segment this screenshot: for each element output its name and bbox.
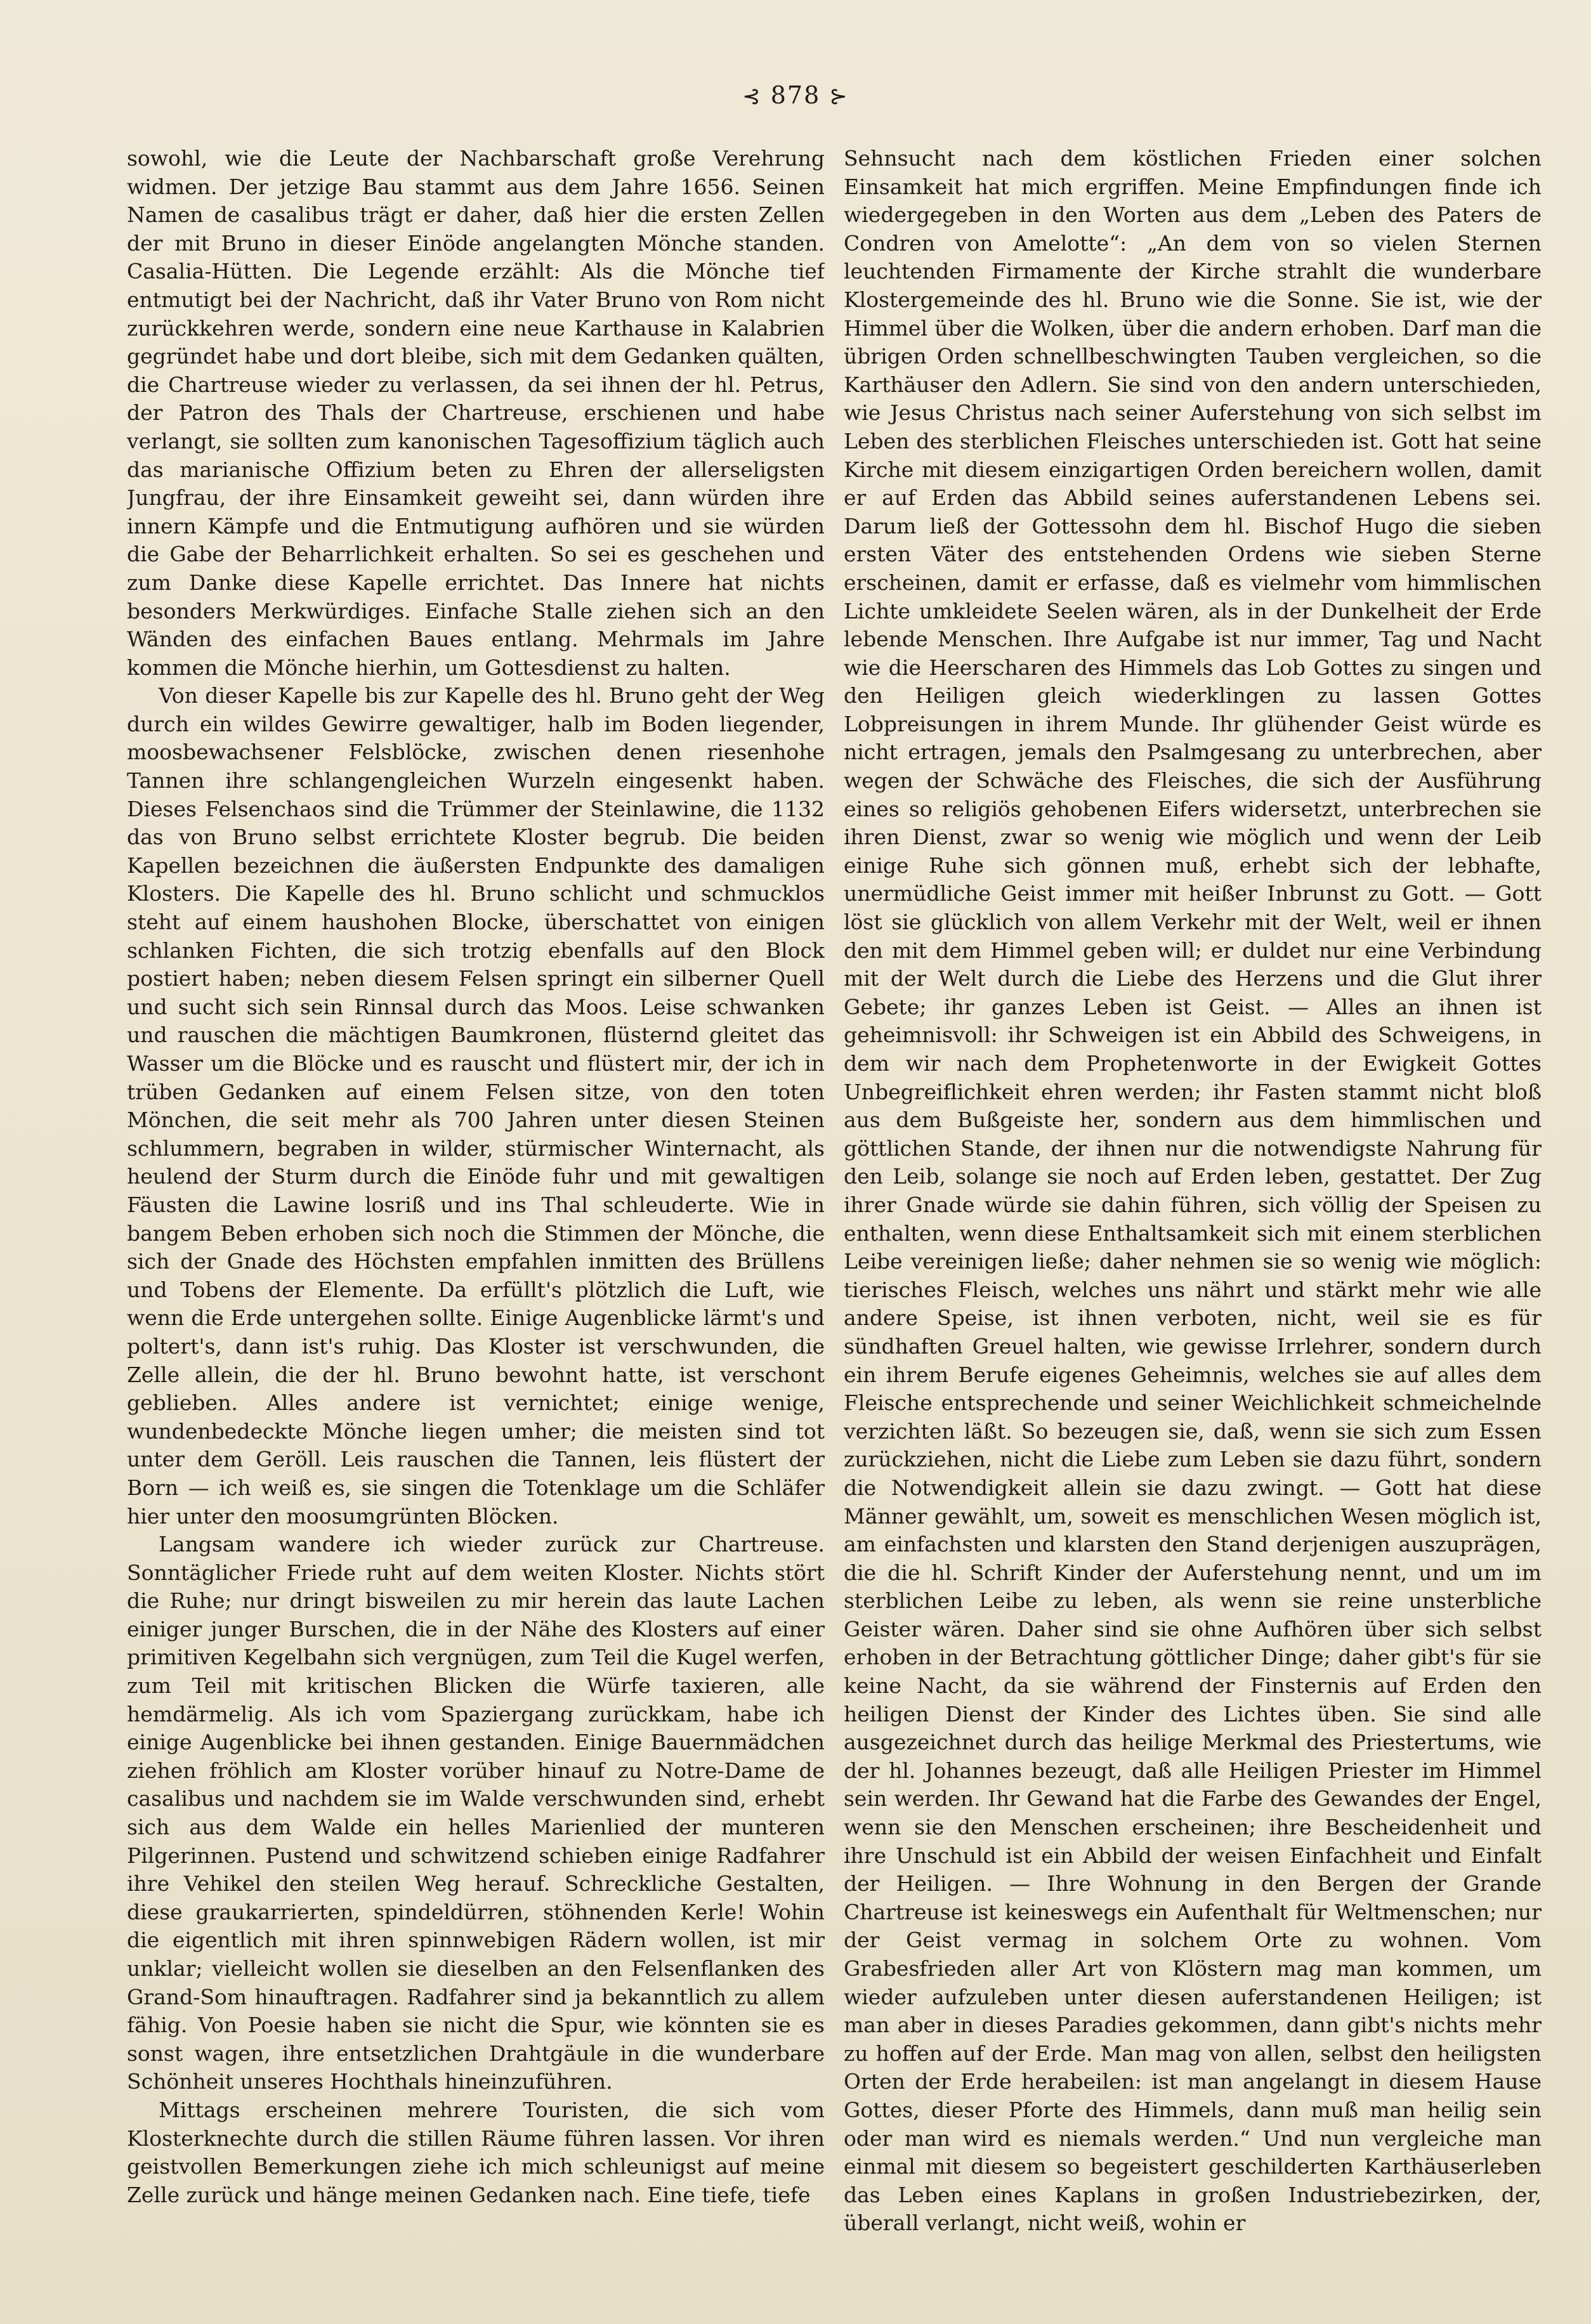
paragraph: Mittags erscheinen mehrere Touristen, die sich vom Klosterknechte durch die stillen Räume führen lassen. Vor ihren geistvollen Bemerkungen ziehe ich mich schleunigst auf meine Zelle zurück und hänge meinen Gedanken nach. Eine tiefe, tiefe bbox=[127, 2097, 825, 2207]
page-header bbox=[0, 81, 1591, 109]
paragraph: Langsam wandere ich wieder zurück zur Chartreuse. Sonntäglicher Friede ruht auf dem weiten Kloster. Nichts stört die Ruhe; nur dringt bisweilen zu mir herein das laute Lachen einiger junger Burschen, die in der Nähe des Klosters auf einer primitiven Kegelbahn sich vergnügen, zum Teil die Kugel werfen, zum Teil mit kritischen Blicken die Würfe taxieren, alle hemdärmelig. Als ich vom Spaziergang zurückkam, habe ich einige Augenblicke bei ihnen gestanden. Einige Bauernmädchen ziehen fröhlich am Kloster vorüber hinauf zu Notre-Dame de casalibus und nachdem sie im Walde verschwunden sind, erhebt sich aus dem Walde ein helles Marienlied der munteren Pilgerinnen. Pustend und schwitzend schieben einige Radfahrer ihre Vehikel den steilen Weg herauf. Schreckliche Gestalten, diese graukarrierten, spindeldürren, stöhnenden Kerle! Wohin die eigentlich mit ihren spinnwebigen Rädern wollen, ist mir unklar; vielleicht wollen sie dieselben an den Felsenflanken des Grand-Som hinauftragen. Radfahrer sind ja bekanntlich zu allem fähig. Von Poesie haben sie nicht die Spur, wie könnten sie es sonst wagen, ihre entsetzlichen Drahtgäule in die wunderbare Schönheit unseres Hochthals hineinzuführen. bbox=[127, 1532, 825, 2094]
page-number: 878 bbox=[770, 81, 821, 109]
ornament-right-icon: ⊱ bbox=[829, 84, 849, 109]
right-column bbox=[844, 145, 1542, 2263]
paragraph: Sehnsucht nach dem köstlichen Frieden einer solchen Einsamkeit hat mich ergriffen. Meine Empfindungen finde ich wiedergegeben in den Worten aus dem „Leben des Paters de Condren von Amelotte“: „An dem von so vielen Sternen leuchtenden Firmamente der Kirche strahlt die wunderbare Klostergemeinde des hl. Bruno wie die Sonne. Sie ist, wie der Himmel über die Wolken, über die andern erhoben. Darf man die übrigen Orden schnellbeschwingten Tauben vergleichen, so die Karthäuser den Adlern. Sie sind von den andern unterschieden, wie Jesus Christus nach seiner Auferstehung von sich selbst im Leben des sterblichen Fleisches unterschieden ist. Gott hat seine Kirche mit diesem einzigartigen Orden bereichern wollen, damit er auf Erden das Abbild seines auferstandenen Lebens sei. Darum ließ der Gottessohn dem hl. Bischof Hugo die sieben ersten Väter des entstehenden Ordens wie sieben Sterne erscheinen, damit er erfasse, daß es vielmehr vom himmlischen Lichte umkleidete Seelen wären, als in der Dunkelheit der Erde lebende Menschen. Ihre Aufgabe ist nur immer, Tag und Nacht wie die Heerscharen des Himmels das Lob Gottes zu singen und den Heiligen gleich wiederklingen zu lassen Gottes Lobpreisungen in ihrem Munde. Ihr glühender Geist würde es nicht ertragen, jemals den Psalmgesang zu unterbrechen, aber wegen der Schwäche des Fleisches, die sich der Ausführung eines so religiös gehobenen Eifers widersetzt, unterbrechen sie ihren Dienst, zwar so wenig wie möglich und wenn der Leib einige Ruhe sich gönnen muß, erhebt sich der lebhafte, unermüdliche Geist immer mit heißer Inbrunst zu Gott. — Gott löst sie glücklich von allem Verkehr mit der Welt, weil er ihnen den mit dem Himmel geben will; er duldet nur eine Verbindung mit der Welt durch die Liebe des Herzens und die Glut ihrer Gebete; ihr ganzes Leben ist Geist. — Alles an ihnen ist geheimnisvoll: ihr Schweigen ist ein Abbild des Schweigens, in dem wir nach dem Prophetenworte in der Ewigkeit Gottes Unbegreiflichkeit ehren werden; ihr Fasten stammt nicht bloß aus dem Bußgeiste her, sondern aus dem himmlischen und göttlichen Stande, der ihnen nur die notwendigste Nahrung für den Leib, solange sie noch auf Erden leben, gestattet. Der Zug ihrer Gnade würde sie dahin führen, sich völlig der Speisen zu enthalten, wenn diese Enthaltsamkeit sich mit einem sterblichen Leibe vereinigen ließe; daher nehmen sie so wenig wie möglich: tierisches Fleisch, welches uns nährt und stärkt mehr wie alle andere Speise, ist ihnen verboten, nicht, weil sie es für sündhaften Greuel halten, wie gewisse Irrlehrer, sondern durch ein ihrem Berufe eigenes Geheimnis, welches sie auf alles dem Fleische entsprechende und seiner Weichlichkeit schmeichelnde verzichten läßt. So bezeugen sie, daß, wenn sie sich zum Essen zurückziehen, nicht die Liebe zum Leben sie dazu führt, sondern die Notwendigkeit allein sie dazu zwingt. — Gott hat diese Männer gewählt, um, soweit es menschlichen Wesen möglich ist, am einfachsten und klarsten den Stand derjenigen auszuprägen, die die hl. Schrift Kinder der Auferstehung nennt, und um im sterblichen Leibe zu leben, als wenn sie reine unsterbliche Geister wären. Daher sind sie ohne Aufhören über sich selbst erhoben in der Betrachtung göttlicher Dinge; daher gibt's für sie keine Nacht, da sie während der Finsternis auf Erden den heiligen Dienst der Kinder des Lichtes üben. Sie sind alle ausgezeichnet durch das heilige Merkmal des Priestertums, wie der hl. Johannes bezeugt, daß alle Heiligen Priester im Himmel sein werden. Ihr Gewand hat die Farbe des Gewandes der Engel, wenn sie den Menschen erscheinen; ihre Bescheidenheit und ihre Unschuld ist ein Abbild der weisen Einfachheit und Einfalt der Heiligen. — Ihre Wohnung in den Bergen der Grande Chartreuse ist keineswegs ein Aufenthalt für Weltmenschen; nur der Geist vermag in solchem Orte zu wohnen. Vom Grabesfrieden aller Art von Klöstern mag man kommen, um wieder aufzuleben unter diesen auferstandenen Heiligen; ist man aber in dieses Paradies gekommen, dann gibt's nichts mehr zu hoffen auf der Erde. Man mag von allen, selbst den heiligsten Orten der Erde herabeilen: ist man angelangt in diesem Hause Gottes, dieser Pforte des Himmels, dann muß man heilig sein oder man wird es niemals werden.“ Und nun vergleiche man einmal mit diesem so begeistert geschilderten Karthäuserleben das Leben eines Kaplans in großen Industriebezirken, der, überall verlangt, nicht weiß, wohin er bbox=[844, 146, 1542, 2236]
left-column bbox=[127, 145, 825, 2263]
ornament-left-icon: ⊰ bbox=[742, 84, 762, 109]
paragraph: Von dieser Kapelle bis zur Kapelle des hl. Bruno geht der Weg durch ein wildes Gewirre gewaltiger, halb im Boden liegender, moosbewachsener Felsblöcke, zwischen denen riesenhohe Tannen ihre schlangengleichen Wurzeln eingesenkt haben. Dieses Felsenchaos sind die Trümmer der Steinlawine, die 1132 das von Bruno selbst errichtete Kloster begrub. Die beiden Kapellen bezeichnen die äußersten Endpunkte des damaligen Klosters. Die Kapelle des hl. Bruno schlicht und schmucklos steht auf einem haushohen Blocke, überschattet von einigen schlanken Fichten, die sich trotzig ebenfalls auf den Block postiert haben; neben diesem Felsen springt ein silberner Quell und sucht sich sein Rinnsal durch das Moos. Leise schwanken und rauschen die mächtigen Baumkronen, flüsternd gleitet das Wasser um die Blöcke und es rauscht und flüstert mir, der ich in trüben Gedanken auf einem Felsen sitze, von den toten Mönchen, die seit mehr als 700 Jahren unter diesen Steinen schlummern, begraben in wilder, stürmischer Winternacht, als heulend der Sturm durch die Einöde fuhr und mit gewaltigen Fäusten die Lawine losriß und ins Thal schleuderte. Wie in bangem Beben erhoben sich noch die Stimmen der Mönche, die sich der Gnade des Höchsten empfahlen inmitten des Brüllens und Tobens der Elemente. Da erfüllt's plötzlich die Luft, wie wenn die Erde untergehen sollte. Einige Augenblicke lärmt's und poltert's, dann ist's ruhig. Das Kloster ist verschwunden, die Zelle allein, die der hl. Bruno bewohnt hatte, ist verschont geblieben. Alles andere ist vernichtet; einige wenige, wundenbedeckte Mönche liegen umher; die meisten sind tot unter dem Geröll. Leis rauschen die Tannen, leis flüstert der Born — ich weiß es, sie singen die Totenklage um die Schläfer hier unter den moosumgrünten Blöcken. bbox=[127, 683, 825, 1529]
paragraph: sowohl, wie die Leute der Nachbarschaft große Verehrung widmen. Der jetzige Bau stammt aus dem Jahre 1656. Seinen Namen de casalibus trägt er daher, daß hier die ersten Zellen der mit Bruno in dieser Einöde angelangten Mönche standen. Casalia-Hütten. Die Legende erzählt: Als die Mönche tief entmutigt bei der Nachricht, daß ihr Vater Bruno von Rom nicht zurückkehren werde, sondern eine neue Karthause in Kalabrien gegründet habe und dort bleibe, sich mit dem Gedanken quälten, die Chartreuse wieder zu verlassen, da sei ihnen der hl. Petrus, der Patron des Thals der Chartreuse, erschienen und habe verlangt, sie sollten zum kanonischen Tagesoffizium täglich auch das marianische Offizium beten zu Ehren der allerseligsten Jungfrau, der ihre Einsamkeit geweiht sei, dann würden ihre innern Kämpfe und die Entmutigung aufhören und sie würden die Gabe der Beharrlichkeit erhalten. So sei es geschehen und zum Danke diese Kapelle errichtet. Das Innere hat nichts besonders Merkwürdiges. Einfache Stalle ziehen sich an den Wänden des einfachen Baues entlang. Mehrmals im Jahre kommen die Mönche hierhin, um Gottesdienst zu halten. bbox=[127, 146, 825, 680]
